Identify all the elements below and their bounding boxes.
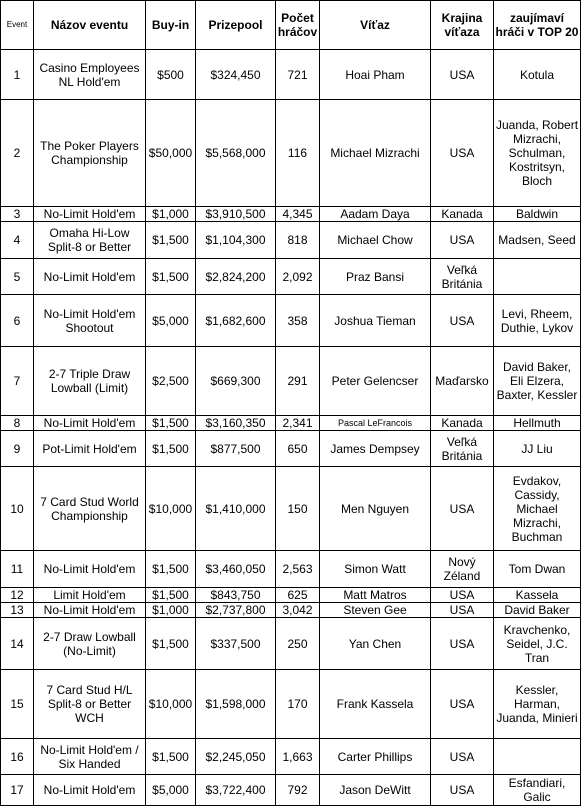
table-row xyxy=(1,775,581,806)
table-row xyxy=(1,431,581,467)
event-name: 2-7 Draw Lowball (No-Limit) xyxy=(34,618,146,670)
winner-country: USA xyxy=(431,50,494,100)
buyin-value: $1,500 xyxy=(146,431,196,467)
players-count: 721 xyxy=(276,50,320,100)
players-count: 358 xyxy=(276,295,320,347)
prizepool-value: $324,450 xyxy=(196,50,276,100)
event-name: No-Limit Hold'em / Six Handed xyxy=(34,739,146,775)
buyin-value: $1,500 xyxy=(146,222,196,259)
buyin-value: $1,500 xyxy=(146,588,196,603)
winner-name: Joshua Tieman xyxy=(320,295,431,347)
players-count: 2,092 xyxy=(276,259,320,295)
winner-name: Steven Gee xyxy=(320,603,431,618)
winner-country: Veľká Británia xyxy=(431,431,494,467)
header-row xyxy=(1,1,581,50)
buyin-value: $1,000 xyxy=(146,603,196,618)
winner-country: USA xyxy=(431,618,494,670)
winner-name: Jason DeWitt xyxy=(320,775,431,806)
event-name: No-Limit Hold'em xyxy=(34,207,146,222)
table-row xyxy=(1,416,581,431)
winner-country: USA xyxy=(431,222,494,259)
event-name: 7 Card Stud World Championship xyxy=(34,467,146,551)
prizepool-value: $2,737,800 xyxy=(196,603,276,618)
players-count: 818 xyxy=(276,222,320,259)
notable-players: Kassela xyxy=(494,588,581,603)
winner-country: USA xyxy=(431,588,494,603)
event-number: 4 xyxy=(1,222,34,259)
prizepool-value: $2,824,200 xyxy=(196,259,276,295)
prizepool-value: $3,460,050 xyxy=(196,551,276,588)
notable-players: Hellmuth xyxy=(494,416,581,431)
players-count: 4,345 xyxy=(276,207,320,222)
event-number: 8 xyxy=(1,416,34,431)
event-number: 2 xyxy=(1,100,34,207)
header-notable: zaujímaví hráči v TOP 20 xyxy=(494,1,581,50)
table-row xyxy=(1,295,581,347)
notable-players xyxy=(494,259,581,295)
players-count: 250 xyxy=(276,618,320,670)
table-row xyxy=(1,347,581,416)
table-row xyxy=(1,588,581,603)
buyin-value: $5,000 xyxy=(146,775,196,806)
event-name: No-Limit Hold'em xyxy=(34,603,146,618)
notable-players: Esfandiari, Galic xyxy=(494,775,581,806)
event-name: No-Limit Hold'em xyxy=(34,416,146,431)
event-name: 2-7 Triple Draw Lowball (Limit) xyxy=(34,347,146,416)
table-row xyxy=(1,467,581,551)
event-number: 1 xyxy=(1,50,34,100)
event-name: Omaha Hi-Low Split-8 or Better xyxy=(34,222,146,259)
winner-country: USA xyxy=(431,295,494,347)
players-count: 2,341 xyxy=(276,416,320,431)
winner-name: Frank Kassela xyxy=(320,670,431,739)
event-number: 6 xyxy=(1,295,34,347)
winner-country: Maďarsko xyxy=(431,347,494,416)
event-number: 9 xyxy=(1,431,34,467)
prizepool-value: $843,750 xyxy=(196,588,276,603)
winner-country: USA xyxy=(431,670,494,739)
notable-players: Baldwin xyxy=(494,207,581,222)
event-name: Limit Hold'em xyxy=(34,588,146,603)
winner-name: Matt Matros xyxy=(320,588,431,603)
winner-country: USA xyxy=(431,775,494,806)
players-count: 650 xyxy=(276,431,320,467)
event-name: No-Limit Hold'em xyxy=(34,551,146,588)
event-number: 15 xyxy=(1,670,34,739)
winner-name: Praz Bansi xyxy=(320,259,431,295)
buyin-value: $1,500 xyxy=(146,739,196,775)
winner-name: Peter Gelencser xyxy=(320,347,431,416)
header-country: Krajina víťaza xyxy=(431,1,494,50)
table-row xyxy=(1,50,581,100)
winner-country: USA xyxy=(431,467,494,551)
players-count: 2,563 xyxy=(276,551,320,588)
event-name: Pot-Limit Hold'em xyxy=(34,431,146,467)
winner-name: James Dempsey xyxy=(320,431,431,467)
players-count: 116 xyxy=(276,100,320,207)
notable-players: David Baker, Eli Elzera, Baxter, Kessler xyxy=(494,347,581,416)
event-name: No-Limit Hold'em xyxy=(34,775,146,806)
notable-players: Kessler, Harman, Juanda, Minieri xyxy=(494,670,581,739)
buyin-value: $500 xyxy=(146,50,196,100)
prizepool-value: $3,910,500 xyxy=(196,207,276,222)
buyin-value: $10,000 xyxy=(146,467,196,551)
buyin-value: $2,500 xyxy=(146,347,196,416)
table-row xyxy=(1,551,581,588)
notable-players: Kotula xyxy=(494,50,581,100)
players-count: 792 xyxy=(276,775,320,806)
winner-name: Carter Phillips xyxy=(320,739,431,775)
notable-players xyxy=(494,739,581,775)
buyin-value: $1,500 xyxy=(146,416,196,431)
notable-players: Tom Dwan xyxy=(494,551,581,588)
table-row xyxy=(1,739,581,775)
winner-country: Veľká Británia xyxy=(431,259,494,295)
event-number: 10 xyxy=(1,467,34,551)
players-count: 625 xyxy=(276,588,320,603)
players-count: 170 xyxy=(276,670,320,739)
winner-country: Nový Zéland xyxy=(431,551,494,588)
buyin-value: $5,000 xyxy=(146,295,196,347)
buyin-value: $1,500 xyxy=(146,259,196,295)
prizepool-value: $5,568,000 xyxy=(196,100,276,207)
buyin-value: $1,500 xyxy=(146,551,196,588)
event-name: No-Limit Hold'em xyxy=(34,259,146,295)
winner-name: Pascal LeFrancois xyxy=(320,416,431,431)
table-row xyxy=(1,670,581,739)
winner-name: Men Nguyen xyxy=(320,467,431,551)
winner-name: Simon Watt xyxy=(320,551,431,588)
header-event: Event xyxy=(1,1,34,50)
buyin-value: $10,000 xyxy=(146,670,196,739)
winner-name: Michael Chow xyxy=(320,222,431,259)
notable-players: JJ Liu xyxy=(494,431,581,467)
buyin-value: $50,000 xyxy=(146,100,196,207)
event-number: 3 xyxy=(1,207,34,222)
winner-name: Yan Chen xyxy=(320,618,431,670)
notable-players: Levi, Rheem, Duthie, Lykov xyxy=(494,295,581,347)
winner-country: USA xyxy=(431,739,494,775)
event-number: 11 xyxy=(1,551,34,588)
prizepool-value: $669,300 xyxy=(196,347,276,416)
header-buyin: Buy-in xyxy=(146,1,196,50)
winner-country: Kanada xyxy=(431,416,494,431)
event-number: 13 xyxy=(1,603,34,618)
prizepool-value: $1,598,000 xyxy=(196,670,276,739)
prizepool-value: $1,104,300 xyxy=(196,222,276,259)
header-winner: Víťaz xyxy=(320,1,431,50)
prizepool-value: $337,500 xyxy=(196,618,276,670)
notable-players: Evdakov, Cassidy, Michael Mizrachi, Buchman xyxy=(494,467,581,551)
players-count: 3,042 xyxy=(276,603,320,618)
buyin-value: $1,500 xyxy=(146,618,196,670)
table-row xyxy=(1,222,581,259)
buyin-value: $1,000 xyxy=(146,207,196,222)
table-row xyxy=(1,603,581,618)
header-name: Názov eventu xyxy=(34,1,146,50)
event-name: No-Limit Hold'em Shootout xyxy=(34,295,146,347)
prizepool-value: $3,160,350 xyxy=(196,416,276,431)
winner-country: Kanada xyxy=(431,207,494,222)
table-row xyxy=(1,100,581,207)
notable-players: David Baker xyxy=(494,603,581,618)
prizepool-value: $1,410,000 xyxy=(196,467,276,551)
table-row xyxy=(1,259,581,295)
event-number: 16 xyxy=(1,739,34,775)
event-number: 12 xyxy=(1,588,34,603)
event-number: 17 xyxy=(1,775,34,806)
winner-name: Aadam Daya xyxy=(320,207,431,222)
event-number: 5 xyxy=(1,259,34,295)
table-row xyxy=(1,618,581,670)
players-count: 291 xyxy=(276,347,320,416)
event-name: The Poker Players Championship xyxy=(34,100,146,207)
header-players: Počet hráčov xyxy=(276,1,320,50)
notable-players: Juanda, Robert Mizrachi, Schulman, Kostritsyn, Bloch xyxy=(494,100,581,207)
event-name: Casino Employees NL Hold'em xyxy=(34,50,146,100)
notable-players: Madsen, Seed xyxy=(494,222,581,259)
prizepool-value: $3,722,400 xyxy=(196,775,276,806)
players-count: 150 xyxy=(276,467,320,551)
prizepool-value: $2,245,050 xyxy=(196,739,276,775)
event-number: 14 xyxy=(1,618,34,670)
players-count: 1,663 xyxy=(276,739,320,775)
winner-name: Michael Mizrachi xyxy=(320,100,431,207)
winner-country: USA xyxy=(431,100,494,207)
event-name: 7 Card Stud H/L Split-8 or Better WCH xyxy=(34,670,146,739)
winner-country: USA xyxy=(431,603,494,618)
table-row xyxy=(1,207,581,222)
prizepool-value: $1,682,600 xyxy=(196,295,276,347)
prizepool-value: $877,500 xyxy=(196,431,276,467)
notable-players: Kravchenko, Seidel, J.C. Tran xyxy=(494,618,581,670)
winner-name: Hoai Pham xyxy=(320,50,431,100)
header-prizepool: Prizepool xyxy=(196,1,276,50)
event-number: 7 xyxy=(1,347,34,416)
